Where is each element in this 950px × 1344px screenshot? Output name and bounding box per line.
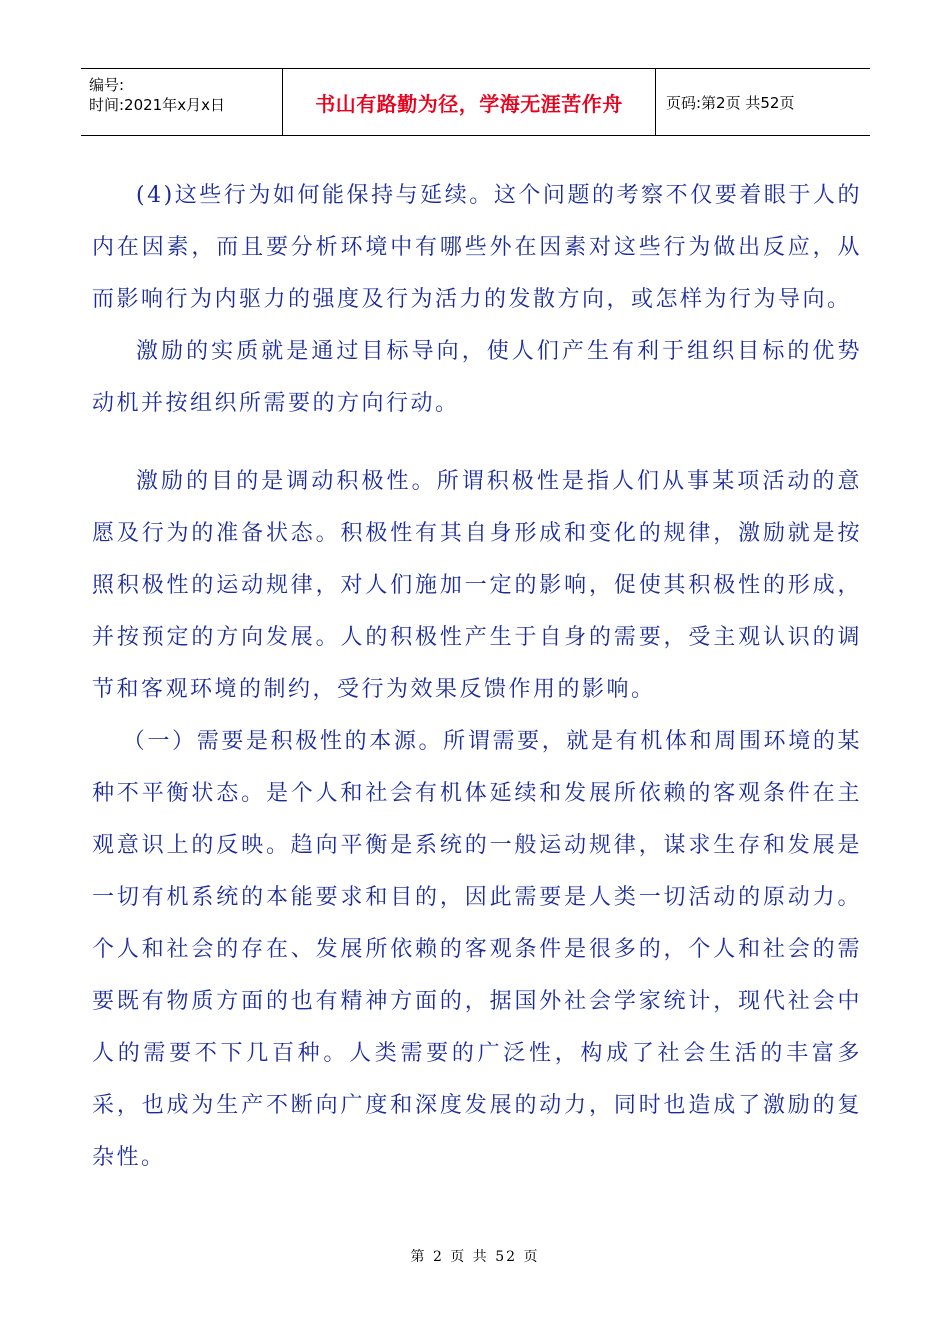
paragraph-1: (4)这些行为如何能保持与延续。这个问题的考察不仅要着眼于人的内在因素，而且要分析环境中有哪些外在因素对这些行为做出反应，从而影响行为内驱力的强度及行为活力的发散方向，或怎样为行为导向。 (92, 183, 862, 312)
paragraph-4: （一）需要是积极性的本源。所谓需要，就是有机体和周围环境的某种不平衡状态。是个人和社会有机体延续和发展所依赖的客观条件在主观意识上的反映。趋向平衡是系统的一般运动规律，谋求生存和发展是一切有机系统的本能要求和目的，因此需要是人类一切活动的原动力。个人和社会的存在、发展所依赖的客观条件是很多的，个人和社会的需要既有物质方面的也有精神方面的，据国外社会学家统计，现代社会中人的需要不下几百种。人类需要的广泛性，构成了社会生活的丰富多采，也成为生产不断向广度和深度发展的动力，同时也造成了激励的复杂性。 (92, 729, 862, 1170)
document-body (92, 170, 862, 1184)
header-meta-cell (81, 69, 282, 135)
document-header (81, 68, 870, 136)
header-motto: 书山有路勤为径，学海无涯苦作舟 (282, 69, 656, 135)
paragraph-2: 激励的实质就是通过目标导向，使人们产生有利于组织目标的优势动机并按组织所需要的方向行动。 (92, 339, 862, 416)
paragraph-3: 激励的目的是调动积极性。所谓积极性是指人们从事某项活动的意愿及行为的准备状态。积极性有其自身形成和变化的规律，激励就是按照积极性的运动规律，对人们施加一定的影响，促使其积极性的形成，并按预定的方向发展。人的积极性产生于自身的需要，受主观认识的调节和客观环境的制约，受行为效果反馈作用的影响。 (92, 469, 862, 702)
document-number-label: 编号: (89, 76, 125, 94)
document-time-label: 时间:2021年x月x日 (89, 96, 225, 114)
header-page-info: 页码:第2页 共52页 (666, 93, 795, 112)
page-footer: 第 2 页 共 52 页 (410, 1249, 540, 1265)
